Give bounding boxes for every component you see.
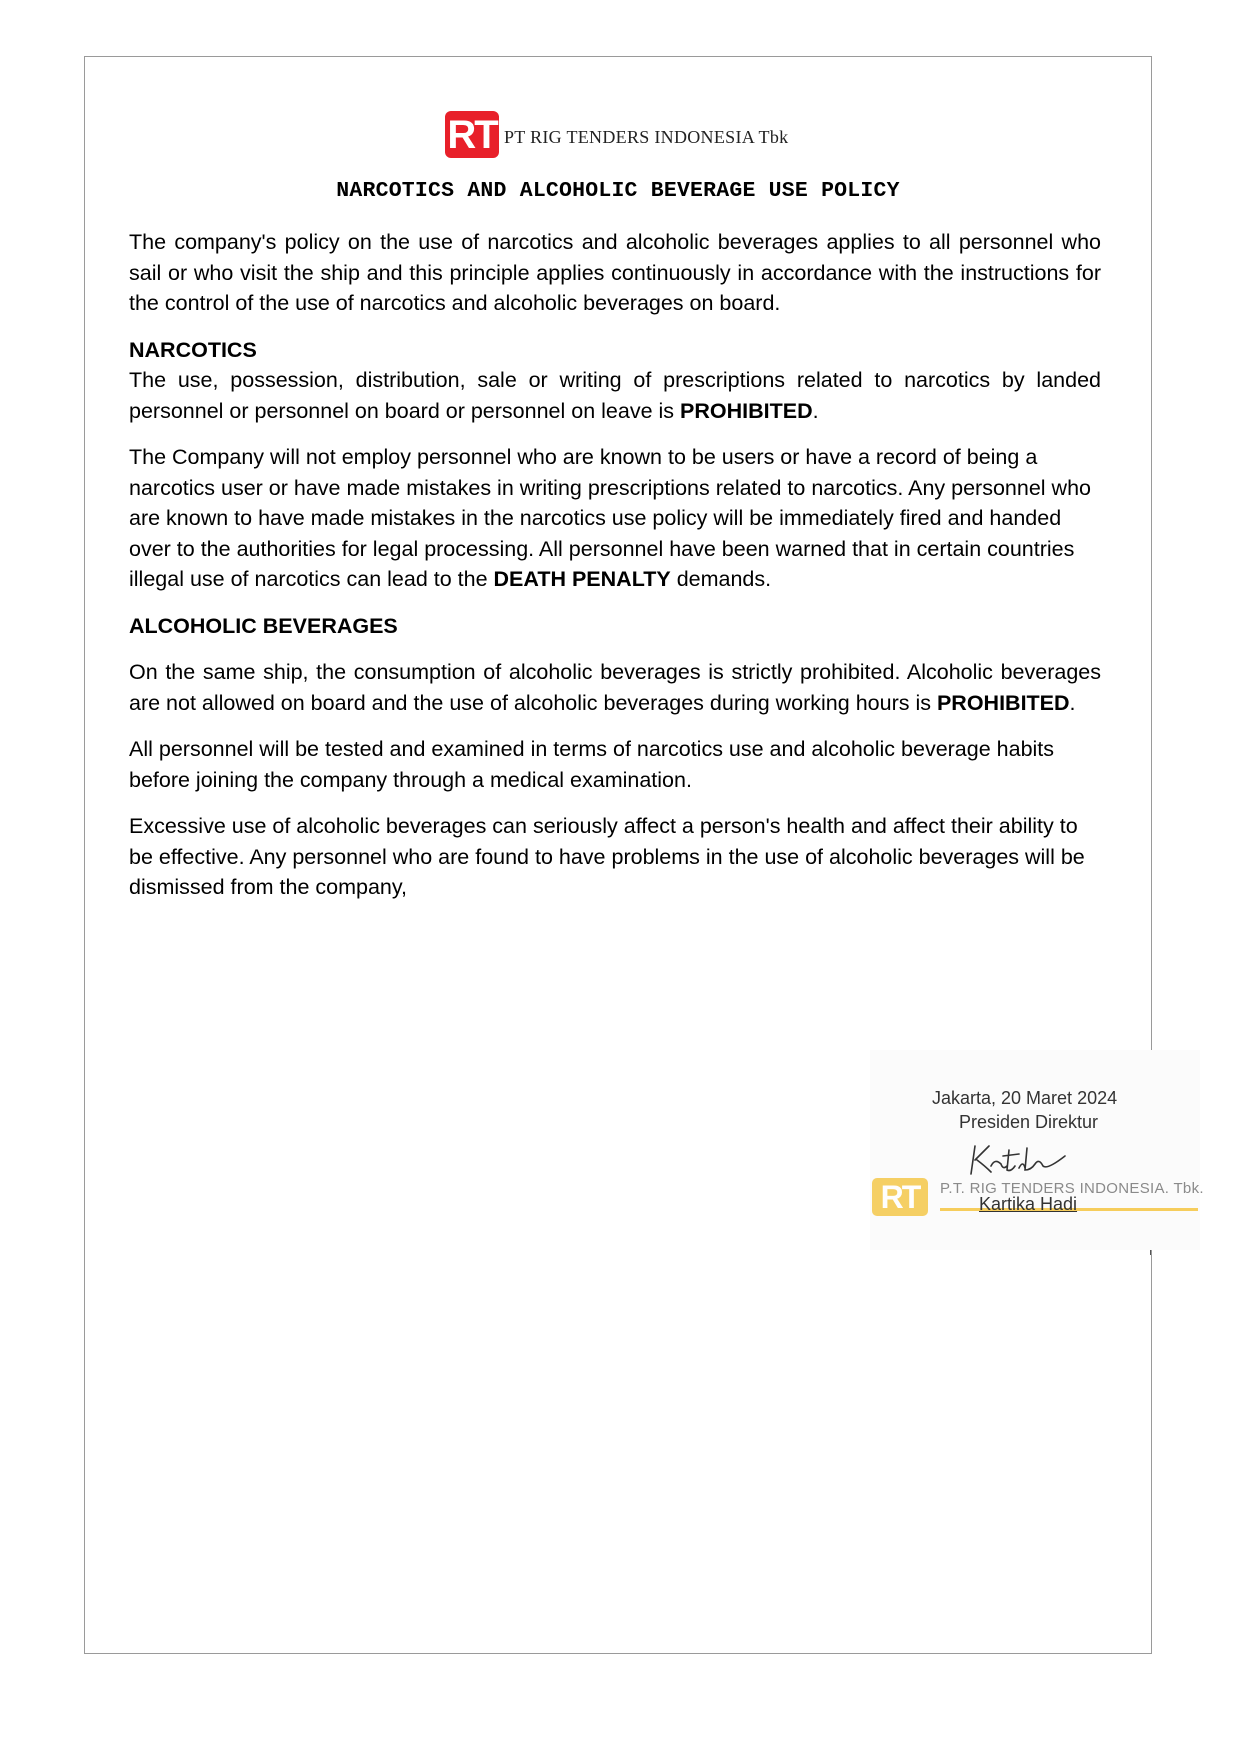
document-title: NARCOTICS AND ALCOHOLIC BEVERAGE USE POLICY: [336, 179, 900, 203]
text-span: The use, possession, distribution, sale or writing of prescriptions related to narcotics by landed personnel or personnel on board or personnel on leave is: [129, 368, 1101, 423]
text-span: On the same ship, the consumption of alcoholic beverages is strictly prohibited. Alcoholic beverages are not allowed on board and the use of alcoholic beverages during working hours is: [129, 660, 1101, 715]
policy-body: [129, 227, 1101, 919]
alcohol-heading: ALCOHOLIC BEVERAGES: [129, 613, 398, 638]
text-span: .: [812, 398, 819, 423]
narcotics-paragraph-1: [129, 365, 1101, 426]
handwritten-signature: [965, 1140, 1075, 1180]
signature-block: [870, 1050, 1204, 1250]
logo-company-name: PT RIG TENDERS INDONESIA Tbk: [504, 127, 789, 147]
alcohol-paragraph-3: Excessive use of alcoholic beverages can seriously affect a person's health and affect their ability to be effective. Any personnel who are found to have problems in the use of alcoholic beverages will be dismissed from the company,: [129, 814, 1085, 899]
alcohol-paragraph-2: All personnel will be tested and examined in terms of narcotics use and alcoholic beverage habits before joining the company through a medical examination.: [129, 737, 1055, 792]
text-span: .: [1069, 690, 1076, 715]
narcotics-paragraph-2: [129, 442, 1101, 595]
signatory-role: Presiden Direktur: [959, 1112, 1099, 1132]
emphasis-death-penalty: DEATH PENALTY: [493, 567, 671, 591]
company-logo: [445, 111, 788, 158]
emphasis-prohibited: PROHIBITED: [680, 398, 813, 423]
stamp-logo-mark: RT: [872, 1178, 928, 1216]
text-span: demands.: [670, 567, 772, 591]
narcotics-heading: NARCOTICS: [129, 337, 257, 362]
company-stamp-text: P.T. RIG TENDERS INDONESIA. Tbk.: [940, 1180, 1204, 1197]
alcohol-paragraph-1: [129, 657, 1101, 718]
place-date: Jakarta, 20 Maret 2024: [932, 1088, 1118, 1108]
emphasis-prohibited: PROHIBITED: [936, 690, 1070, 715]
intro-paragraph: The company's policy on the use of narcotics and alcoholic beverages applies to all personnel who sail or who visit the ship and this principle applies continuously in accordance with the instructions for the control of the use of narcotics and alcoholic beverages on board.: [129, 230, 1101, 315]
text-span: The Company will not employ personnel who are known to be users or have a record of being a narcotics user or have made mistakes in writing prescriptions related to narcotics. Any personnel who are known to have made mistakes in the narcotics use policy will be immediately fired and handed over to the authorities for legal processing. All personnel have been warned that in certain countries illegal use of narcotics can lead to the: [129, 445, 1091, 591]
logo-mark: RT: [445, 111, 499, 158]
signatory-name: Kartika Hadi: [979, 1194, 1078, 1214]
